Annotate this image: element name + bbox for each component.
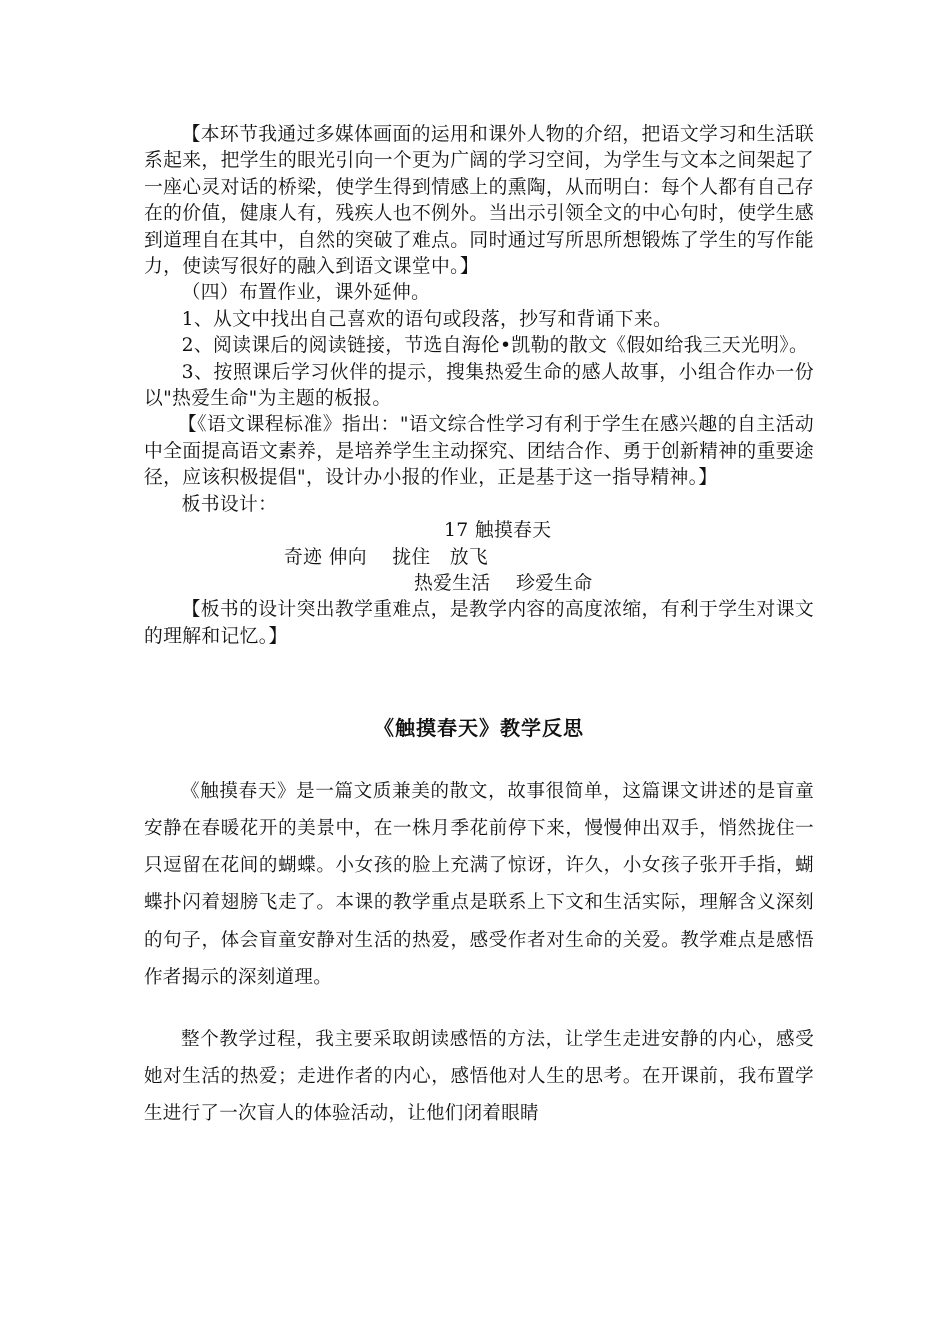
reflection-paragraph-2: 整个教学过程，我主要采取朗读感悟的方法，让学生走进安静的内心，感受她对生活的热爱；走进作者的内心，感悟他对人生的思考。在开课前，我布置学生进行了一次盲人的体验活动，让他们闭着眼睛 — [144, 1028, 814, 1124]
reflection-section — [144, 773, 814, 1132]
board-design-label: 板书设计： — [181, 493, 278, 515]
board-design-keywords: 奇迹 伸向 拢住 放飞 — [284, 546, 488, 568]
reflection-paragraph-1: 《触摸春天》是一篇文质兼美的散文，故事很简单，这篇课文讲述的是盲童安静在春暖花开的美景中，在一株月季花前停下来，慢慢伸出双手，悄然拢住一只逗留在花间的蝴蝶。小女孩的脸上充满了惊讶，许久，小女孩子张开手指，蝴蝶扑闪着翅膀飞走了。本课的教学重点是联系上下文和生活实际，理解含义深刻的句子，体会盲童安静对生活的热爱，感受作者对生命的关爱。教学难点是感悟作者揭示的深刻道理。 — [144, 781, 814, 988]
lesson-plan-section — [144, 122, 814, 650]
document-page — [144, 122, 814, 1132]
homework-item-2: 2、阅读课后的阅读链接，节选自海伦•凯勒的散文《假如给我三天光明》。 — [181, 335, 809, 357]
board-design-themes: 热爱生活 珍爱生命 — [414, 572, 593, 594]
paragraph-board-note: 【板书的设计突出教学重难点，是教学内容的高度浓缩，有利于学生对课文的理解和记忆。】 — [144, 599, 814, 647]
homework-item-3: 3、按照课后学习伙伴的提示，搜集热爱生命的感人故事，小组合作办一份以"热爱生命"为主题的板报。 — [144, 361, 814, 410]
paragraph-curriculum-standard: 【《语文课程标准》指出："语文综合性学习有利于学生在感兴趣的自主活动中全面提高语文素养，是培养学生主动探究、团结合作、勇于创新精神的重要途径，应该积极提倡"，设计办小报的作业，正是基于这一指导精神。】 — [144, 414, 814, 489]
reflection-title: 《触摸春天》教学反思 — [374, 716, 584, 741]
paragraph-multimedia-note: 【本环节我通过多媒体画面的运用和课外人物的介绍，把语文学习和生活联系起来，把学生的眼光引向一个更为广阔的学习空间，为学生与文本之间架起了一座心灵对话的桥梁，使学生得到情感上的熏陶，从而明白：每个人都有自己存在的价值，健康人有，残疾人也不例外。当出示引领全文的中心句时，使学生感到道理自在其中，自然的突破了难点。同时通过写所思所想锻炼了学生的写作能力，使读写很好的融入到语文课堂中。】 — [144, 124, 814, 278]
homework-item-1: 1、从文中找出自己喜欢的语句或段落，抄写和背诵下来。 — [181, 308, 673, 330]
section-four-heading: （四）布置作业，课外延伸。 — [181, 282, 431, 304]
board-design-title: 17 触摸春天 — [444, 520, 552, 542]
